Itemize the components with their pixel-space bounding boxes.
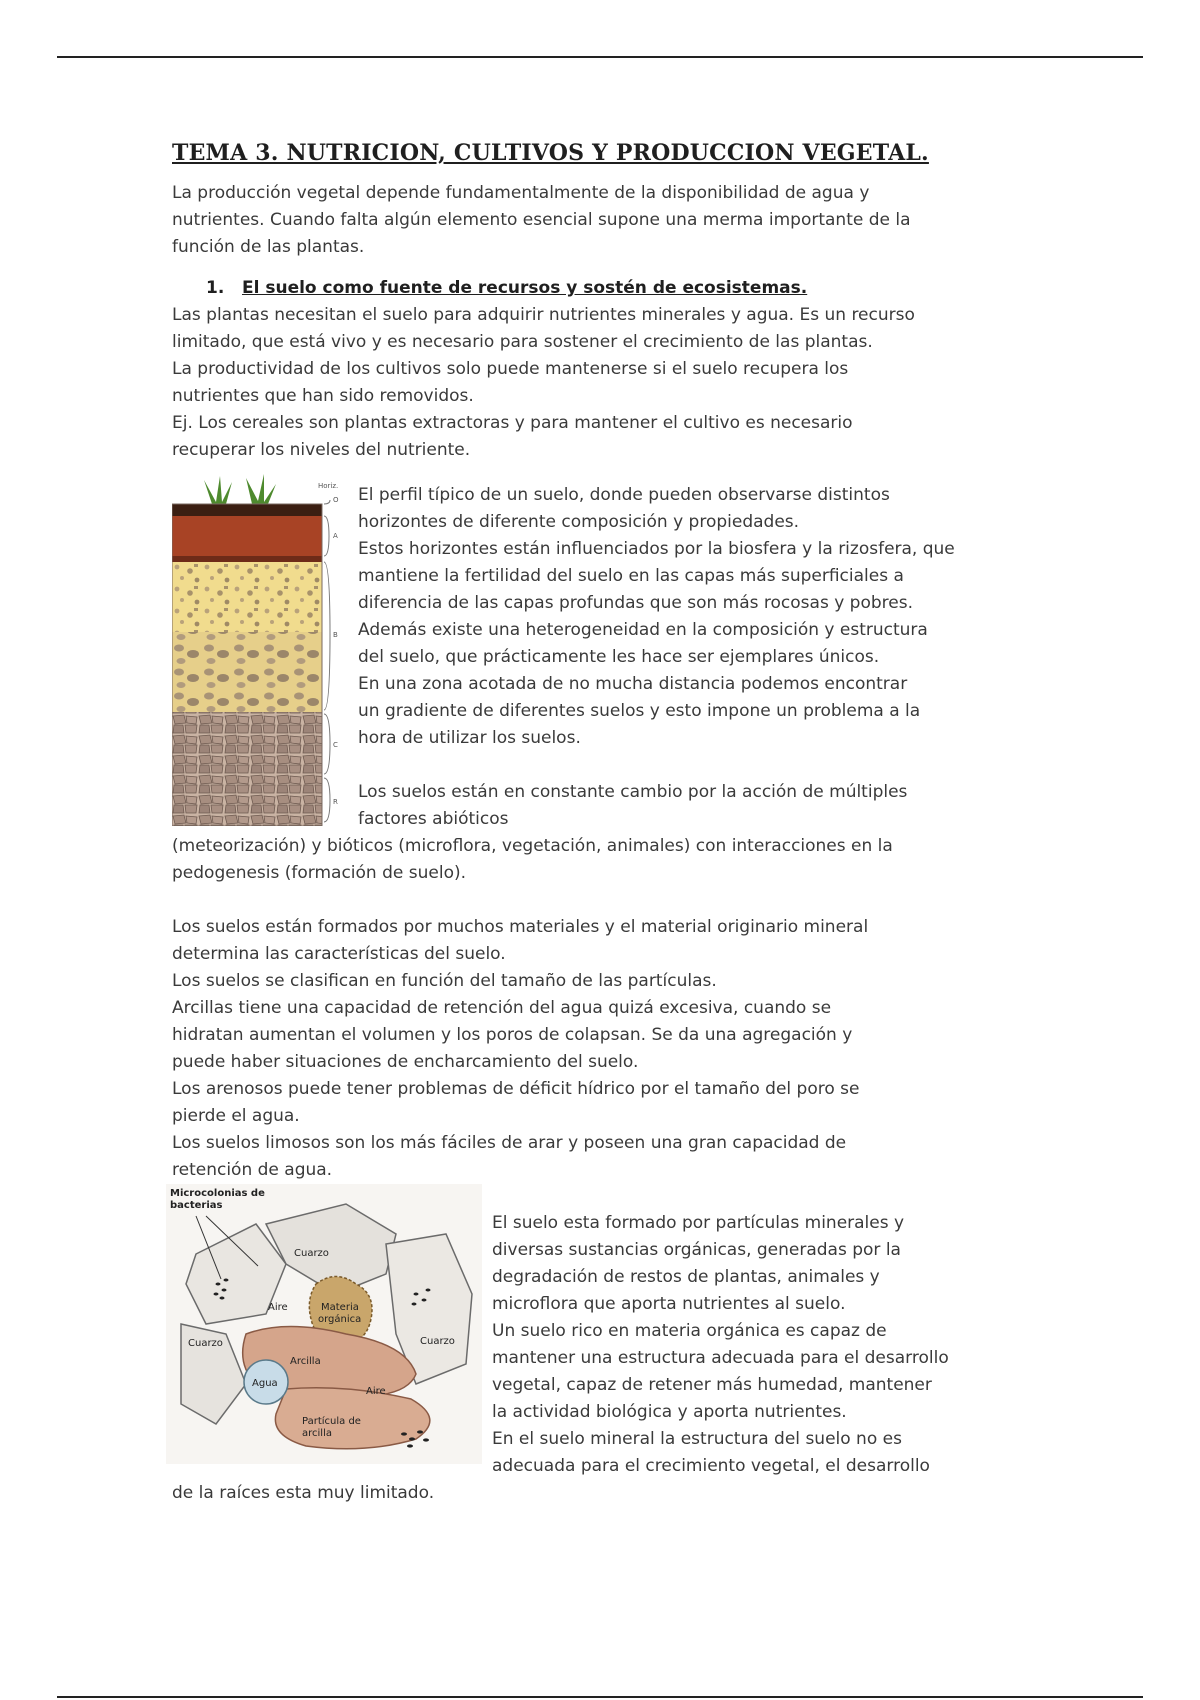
- text-line: nutrientes que han sido removidos.: [172, 386, 474, 406]
- text-line: determina las características del suelo.: [172, 944, 506, 964]
- horizon-a-layer: [172, 516, 322, 556]
- text-line: pierde el agua.: [172, 1106, 300, 1126]
- text-line: horizontes de diferente composición y propiedades.: [358, 512, 800, 532]
- text-line: Los suelos están formados por muchos materiales y el material originario mineral: [172, 917, 869, 937]
- text-line: En el suelo mineral la estructura del suelo no es: [492, 1429, 902, 1449]
- figure-label: Aire: [366, 1386, 386, 1397]
- text-line: El suelo esta formado por partículas minerales y: [492, 1213, 905, 1233]
- soil-aggregate-text: [492, 1184, 1032, 1480]
- soil-profile-figure: [172, 474, 342, 826]
- figure-label: Partícula de: [302, 1416, 361, 1427]
- footer-rule: [57, 1696, 1143, 1698]
- section-number: 1.: [206, 278, 225, 298]
- text-line: vegetal, capaz de retener más humedad, mantener: [492, 1375, 932, 1395]
- text-line: Las plantas necesitan el suelo para adquirir nutrientes minerales y agua. Es un recurso: [172, 305, 915, 325]
- text-line: Ej. Los cereales son plantas extractoras y para mantener el cultivo es necesario: [172, 413, 853, 433]
- materials-paragraph: [172, 914, 1032, 1184]
- horizon-o-layer: [172, 504, 322, 516]
- horizon-c-layer: [172, 712, 322, 826]
- horizon-label: A: [333, 532, 338, 540]
- text-line: microflora que aporta nutrientes al suelo.: [492, 1294, 846, 1314]
- text-line: la actividad biológica y aporta nutrientes.: [492, 1402, 847, 1422]
- horizon-label: R: [333, 798, 338, 806]
- text-line: retención de agua.: [172, 1160, 333, 1180]
- text-line: diferencia de las capas profundas que son más rocosas y pobres.: [358, 593, 913, 613]
- figure-label: orgánica: [318, 1314, 362, 1325]
- soil-aggregate-block: [172, 1184, 1032, 1480]
- horizon-label: B: [333, 631, 338, 639]
- change-paragraph: [172, 833, 1032, 887]
- text-line: diversas sustancias orgánicas, generadas por la: [492, 1240, 901, 1260]
- figure-label: Agua: [252, 1378, 278, 1389]
- text-line: pedogenesis (formación de suelo).: [172, 863, 467, 883]
- text-line: Un suelo rico en materia orgánica es capaz de: [492, 1321, 887, 1341]
- document-page: [172, 140, 1032, 1507]
- text-line: hora de utilizar los suelos.: [358, 728, 581, 748]
- figure-label: Microcolonias de: [170, 1188, 265, 1199]
- text-line: La producción vegetal depende fundamentalmente de la disponibilidad de agua y: [172, 183, 870, 203]
- figure-label: Cuarzo: [188, 1338, 223, 1349]
- page-title: TEMA 3. NUTRICION, CULTIVOS Y PRODUCCION VEGETAL.: [172, 140, 929, 166]
- text-line: puede haber situaciones de encharcamiento del suelo.: [172, 1052, 639, 1072]
- section-heading-text: El suelo como fuente de recursos y sostén de ecosistemas.: [242, 278, 808, 298]
- text-line: hidratan aumentan el volumen y los poros de colapsan. Se da una agregación y: [172, 1025, 853, 1045]
- text-line: Los suelos se clasifican en función del tamaño de las partículas.: [172, 971, 717, 991]
- soil-profile-text: [358, 464, 1032, 833]
- text-line: factores abióticos: [358, 809, 509, 829]
- text-line: Los suelos limosos son los más fáciles de arar y poseen una gran capacidad de: [172, 1133, 847, 1153]
- text-line: (meteorización) y bióticos (microflora, vegetación, animales) con interacciones en la: [172, 836, 893, 856]
- header-rule: [57, 56, 1143, 58]
- figure-label: Cuarzo: [294, 1248, 329, 1259]
- text-line: un gradiente de diferentes suelos y esto impone un problema a la: [358, 701, 921, 721]
- text-line: Los arenosos puede tener problemas de déficit hídrico por el tamaño del poro se: [172, 1079, 860, 1099]
- text-line: de la raíces esta muy limitado.: [172, 1483, 435, 1503]
- grass-icon: [246, 474, 276, 504]
- text-line: Además existe una heterogeneidad en la composición y estructura: [358, 620, 928, 640]
- text-line: limitado, que está vivo y es necesario para sostener el crecimiento de las plantas.: [172, 332, 873, 352]
- text-line: La productividad de los cultivos solo puede mantenerse si el suelo recupera los: [172, 359, 849, 379]
- text-line: Estos horizontes están influenciados por la biosfera y la rizosfera, que: [358, 539, 955, 559]
- text-line: nutrientes. Cuando falta algún elemento esencial supone una merma importante de la: [172, 210, 911, 230]
- section1-paragraph: [172, 302, 1032, 464]
- horizon-b-upper-layer: [172, 562, 322, 632]
- horizon-b-lower-layer: [172, 632, 322, 712]
- horizon-label-title: Horiz.: [318, 482, 339, 490]
- text-line: Arcillas tiene una capacidad de retención del agua quizá excesiva, cuando se: [172, 998, 832, 1018]
- figure-label: Materia: [321, 1302, 359, 1313]
- soil-profile-block: [172, 464, 1032, 833]
- figure-label: Cuarzo: [420, 1336, 455, 1347]
- section-heading: [206, 275, 1032, 302]
- intro-paragraph: [172, 180, 1032, 261]
- grass-icon: [204, 476, 232, 504]
- figure-label: Aire: [268, 1302, 288, 1313]
- soil-aggregate-figure: [166, 1184, 482, 1464]
- text-line: adecuada para el crecimiento vegetal, el desarrollo: [492, 1456, 930, 1476]
- horizon-label: C: [333, 741, 338, 749]
- text-line: mantiene la fertilidad del suelo en las capas más superficiales a: [358, 566, 904, 586]
- horizon-label: O: [333, 496, 339, 504]
- text-line: mantener una estructura adecuada para el desarrollo: [492, 1348, 949, 1368]
- figure-label: arcilla: [302, 1428, 332, 1439]
- text-line: Los suelos están en constante cambio por la acción de múltiples: [358, 782, 908, 802]
- figure-label: bacterias: [170, 1200, 223, 1211]
- text-line: En una zona acotada de no mucha distancia podemos encontrar: [358, 674, 908, 694]
- text-line: recuperar los niveles del nutriente.: [172, 440, 471, 460]
- text-line: del suelo, que prácticamente les hace ser ejemplares únicos.: [358, 647, 880, 667]
- text-line: degradación de restos de plantas, animales y: [492, 1267, 880, 1287]
- text-line: función de las plantas.: [172, 237, 365, 257]
- figure-label: Arcilla: [290, 1356, 321, 1367]
- text-line: El perfil típico de un suelo, donde pueden observarse distintos: [358, 485, 890, 505]
